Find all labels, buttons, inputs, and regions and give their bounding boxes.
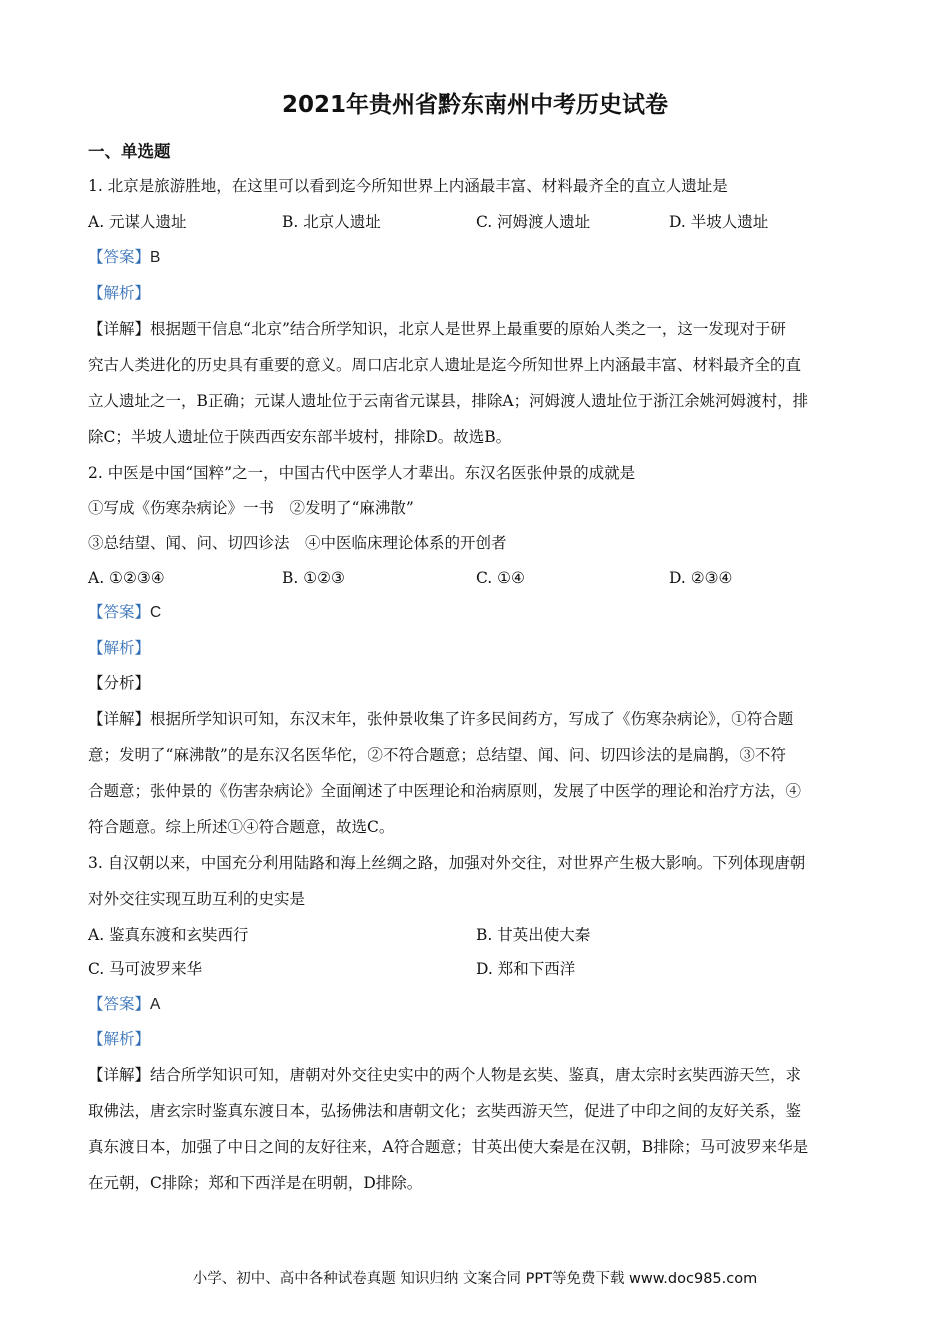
answer-tag: 【答案】 — [88, 248, 151, 266]
q3-option-c: C. 马可波罗来华 — [88, 960, 203, 978]
q3-option-b: B. 甘英出使大秦 — [476, 926, 591, 944]
q1-option-d: D. 半坡人遗址 — [669, 213, 769, 231]
q2-detail-line-1 — [88, 708, 868, 730]
q3-detail-line-3: 真东渡日本，加强了中日之间的友好往来，A符合题意；甘英出使大秦是在汉朝，B排除；马可波罗来华是 — [88, 1138, 809, 1156]
q1-option-b: B. 北京人遗址 — [282, 213, 381, 231]
q2-stem: 2. 中医是中国“国粹”之一，中国古代中医学人才辈出。东汉名医张仲景的成就是 — [88, 464, 636, 482]
q2-option-c: C. ①④ — [476, 569, 525, 587]
q3-option-a: A. 鉴真东渡和玄奘西行 — [88, 926, 249, 944]
q2-items-line-2: ③总结望、闻、问、切四诊法 ④中医临床理论体系的开创者 — [88, 534, 507, 552]
q1-option-a: A. 元谋人遗址 — [88, 213, 187, 231]
q1-stem: 1. 北京是旅游胜地，在这里可以看到迄今所知世界上内涵最丰富、材料最齐全的直立人遗址是 — [88, 177, 728, 195]
answer-value: A — [150, 996, 161, 1013]
page-title: 2021年贵州省黔东南州中考历史试卷 — [281, 92, 668, 118]
answer-value: C — [150, 604, 162, 621]
section-heading: 一、单选题 — [88, 142, 171, 161]
q3-stem-line-2: 对外交往实现互助互利的史实是 — [88, 890, 306, 908]
q3-detail-line-2: 取佛法，唐玄宗时鉴真东渡日本，弘扬佛法和唐朝文化；玄奘西游天竺，促进了中印之间的友好关系，鉴 — [88, 1102, 802, 1120]
q2-option-b: B. ①②③ — [282, 569, 345, 587]
detail-tag: 【详解】 — [88, 710, 151, 728]
q2-detail-line-2: 意；发明了“麻沸散”的是东汉名医华佗，②不符合题意；总结望、闻、问、切四诊法的是扁鹊，③不符 — [88, 746, 786, 764]
q2-answer — [88, 601, 868, 624]
q3-jiexi-tag: 【解析】 — [88, 1030, 151, 1048]
detail-tag: 【详解】 — [88, 320, 151, 338]
q2-jiexi-tag: 【解析】 — [88, 639, 151, 657]
q3-option-d: D. 郑和下西洋 — [476, 960, 576, 978]
detail-text: 结合所学知识可知，唐朝对外交往史实中的两个人物是玄奘、鉴真，唐太宗时玄奘西游天竺，求 — [150, 1066, 802, 1084]
q1-answer — [88, 246, 868, 269]
q1-option-c: C. 河姆渡人遗址 — [476, 213, 591, 231]
answer-tag: 【答案】 — [88, 603, 151, 621]
answer-tag: 【答案】 — [88, 995, 151, 1013]
q2-fenxi-tag: 【分析】 — [88, 674, 151, 692]
q1-detail-line-1 — [88, 318, 868, 340]
answer-value: B — [150, 249, 161, 266]
q2-items-line-1: ①写成《伤寒杂病论》一书 ②发明了“麻沸散” — [88, 499, 414, 517]
q2-option-a: A. ①②③④ — [88, 569, 165, 587]
detail-text: 根据所学知识可知，东汉末年，张仲景收集了许多民间药方，写成了《伤寒杂病论》，①符合题 — [150, 710, 794, 728]
q1-detail-line-3: 立人遗址之一，B正确；元谋人遗址位于云南省元谋县，排除A；河姆渡人遗址位于浙江余姚河姆渡村，排 — [88, 392, 809, 410]
q3-stem-line-1: 3. 自汉朝以来，中国充分利用陆路和海上丝绸之路，加强对外交往，对世界产生极大影响。下列体现唐朝 — [88, 854, 806, 872]
q1-detail-line-4: 除C；半坡人遗址位于陕西西安东部半坡村，排除D。故选B。 — [88, 428, 512, 446]
q2-option-d: D. ②③④ — [669, 569, 733, 587]
q3-detail-line-1 — [88, 1064, 868, 1086]
q1-detail-line-2: 究古人类进化的历史具有重要的意义。周口店北京人遗址是迄今所知世界上内涵最丰富、材料最齐全的直 — [88, 356, 802, 374]
detail-text: 根据题干信息“北京”结合所学知识，北京人是世界上最重要的原始人类之一，这一发现对于研 — [150, 320, 786, 338]
detail-tag: 【详解】 — [88, 1066, 151, 1084]
q1-jiexi-tag: 【解析】 — [88, 284, 151, 302]
q2-detail-line-4: 符合题意。综上所述①④符合题意，故选C。 — [88, 818, 395, 836]
q3-answer — [88, 993, 868, 1016]
q3-detail-line-4: 在元朝，C排除；郑和下西洋是在明朝，D排除。 — [88, 1174, 423, 1192]
page-footer: 小学、初中、高中各种试卷真题 知识归纳 文案合同 PPT等免费下载 www.doc985.com — [192, 1271, 758, 1287]
q2-detail-line-3: 合题意；张仲景的《伤害杂病论》全面阐述了中医理论和治病原则，发展了中医学的理论和治疗方法，④ — [88, 782, 802, 800]
